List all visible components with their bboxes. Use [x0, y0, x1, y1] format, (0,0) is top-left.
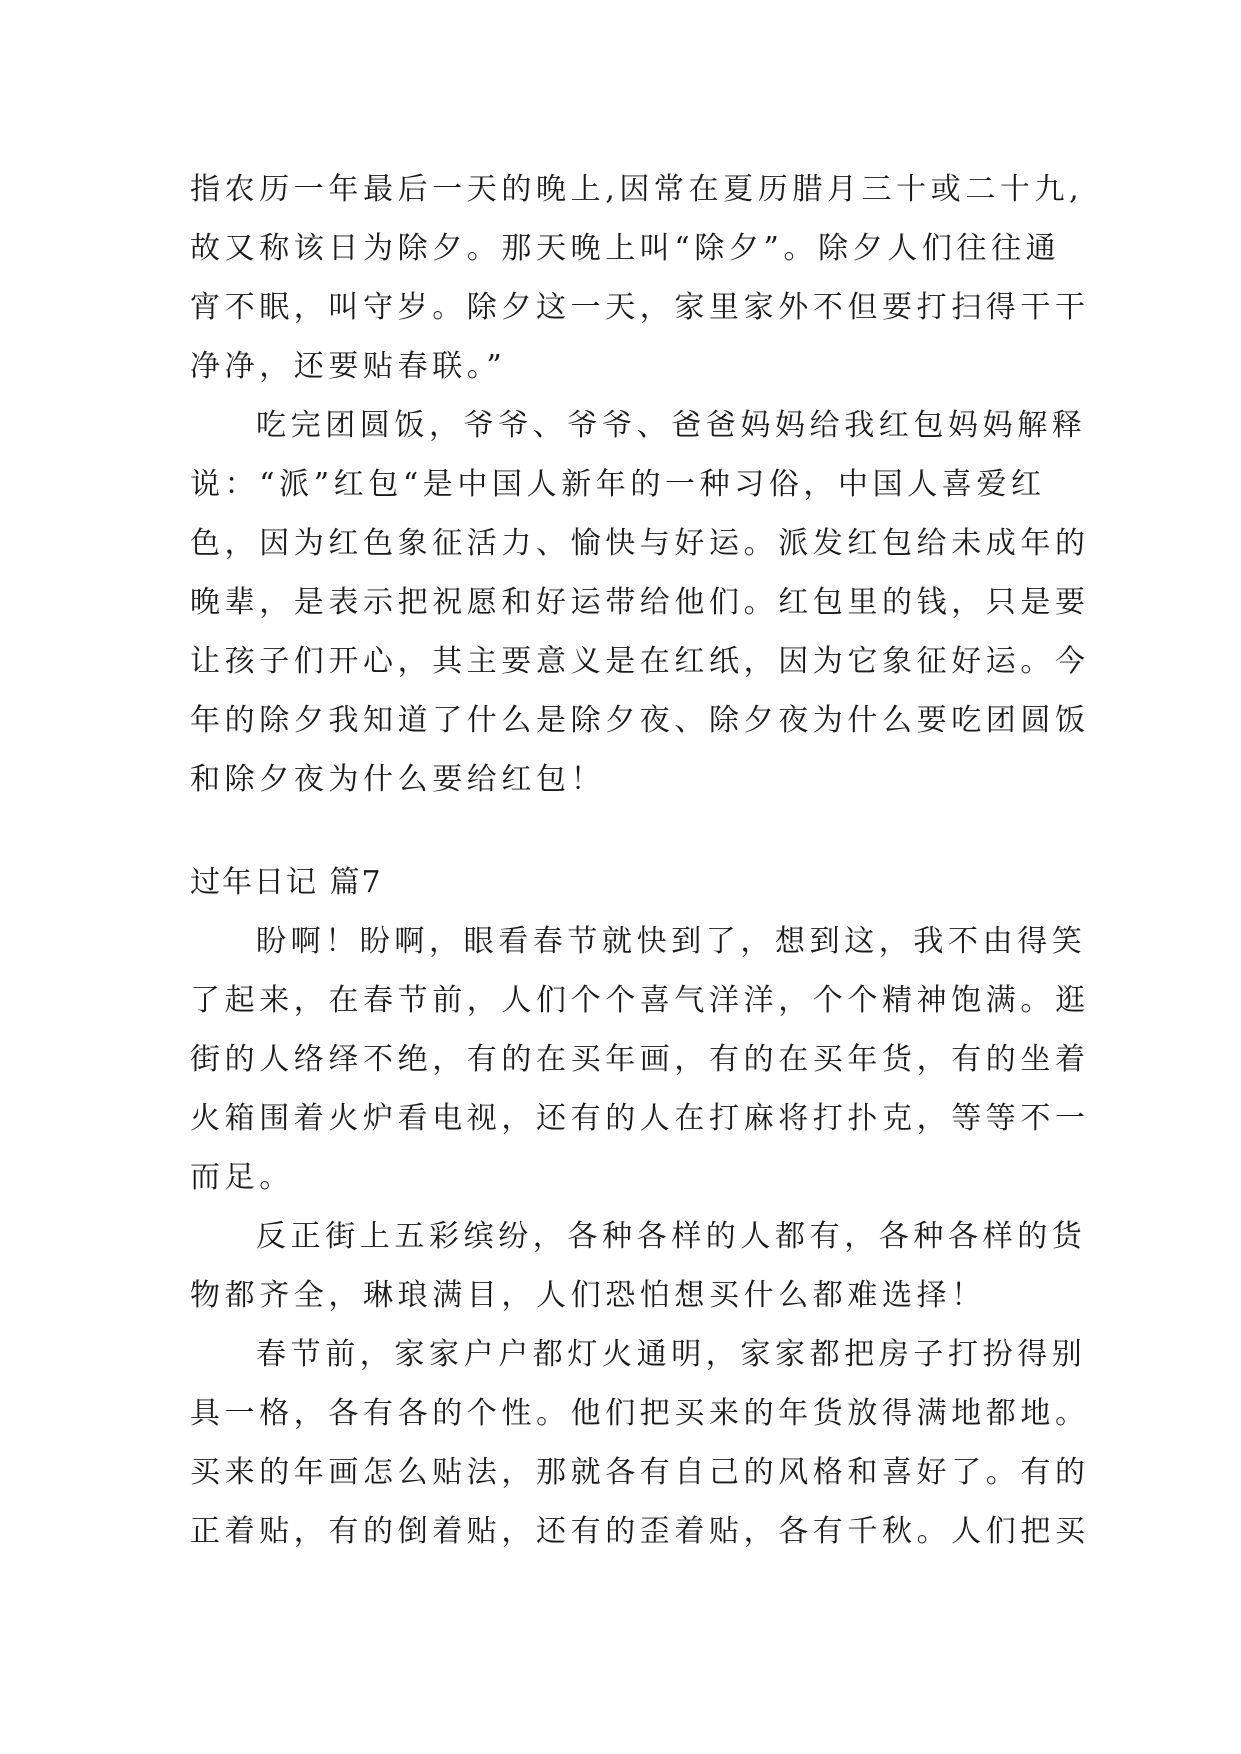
text-line: 和除夕夜为什么要给红包！: [190, 762, 606, 797]
text-line: 净净，还要贴春联。”: [190, 349, 507, 384]
text-line: 说：“派”红包“是中国人新年的一种习俗，中国人喜爱红: [190, 467, 1046, 502]
text-line: 盼啊！盼啊，眼看春节就快到了，想到这，我不由得笑: [256, 924, 1087, 959]
text-line: 宵不眠，叫守岁。除夕这一天，家里家外不但要打扫得干干: [190, 290, 1090, 325]
text-line: 具一格，各有各的个性。他们把买来的年货放得满地都地。: [190, 1396, 1090, 1431]
text-line: 了起来，在春节前，人们个个喜气洋洋，个个精神饱满。逛: [190, 983, 1090, 1018]
text-line: 故又称该日为除夕。那天晚上叫“除夕”。除夕人们往往通: [190, 231, 1061, 266]
text-line: 物都齐全，琳琅满目，人们恐怕想买什么都难选择！: [190, 1278, 986, 1313]
text-line: 吃完团圆饭，爷爷、爷爷、爸爸妈妈给我红包妈妈解释: [256, 408, 1087, 443]
text-line: 年的除夕我知道了什么是除夕夜、除夕夜为什么要吃团圆饭: [190, 703, 1090, 738]
text-line: 春节前，家家户户都灯火通明，家家都把房子打扮得别: [256, 1337, 1087, 1372]
text-line: 让孩子们开心，其主要意义是在红纸，因为它象征好运。今: [190, 644, 1090, 679]
text-line: 买来的年画怎么贴法，那就各有自己的风格和喜好了。有的: [190, 1455, 1090, 1490]
text-line: 而足。: [190, 1160, 294, 1195]
text-line: 色，因为红色象征活力、愉快与好运。派发红包给未成年的: [190, 526, 1090, 561]
text-line: 正着贴，有的倒着贴，还有的歪着贴，各有千秋。人们把买: [190, 1514, 1090, 1549]
section-heading: 过年日记 篇7: [190, 865, 383, 900]
text-line: 街的人络绎不绝，有的在买年画，有的在买年货，有的坐着: [190, 1042, 1090, 1077]
text-line: 晚辈，是表示把祝愿和好运带给他们。红包里的钱，只是要: [190, 585, 1090, 620]
text-line: 指农历一年最后一天的晚上,因常在夏历腊月三十或二十九,: [190, 172, 1084, 207]
text-line: 火箱围着火炉看电视，还有的人在打麻将打扑克，等等不一: [190, 1101, 1090, 1136]
text-line: 反正街上五彩缤纷，各种各样的人都有，各种各样的货: [256, 1219, 1087, 1254]
